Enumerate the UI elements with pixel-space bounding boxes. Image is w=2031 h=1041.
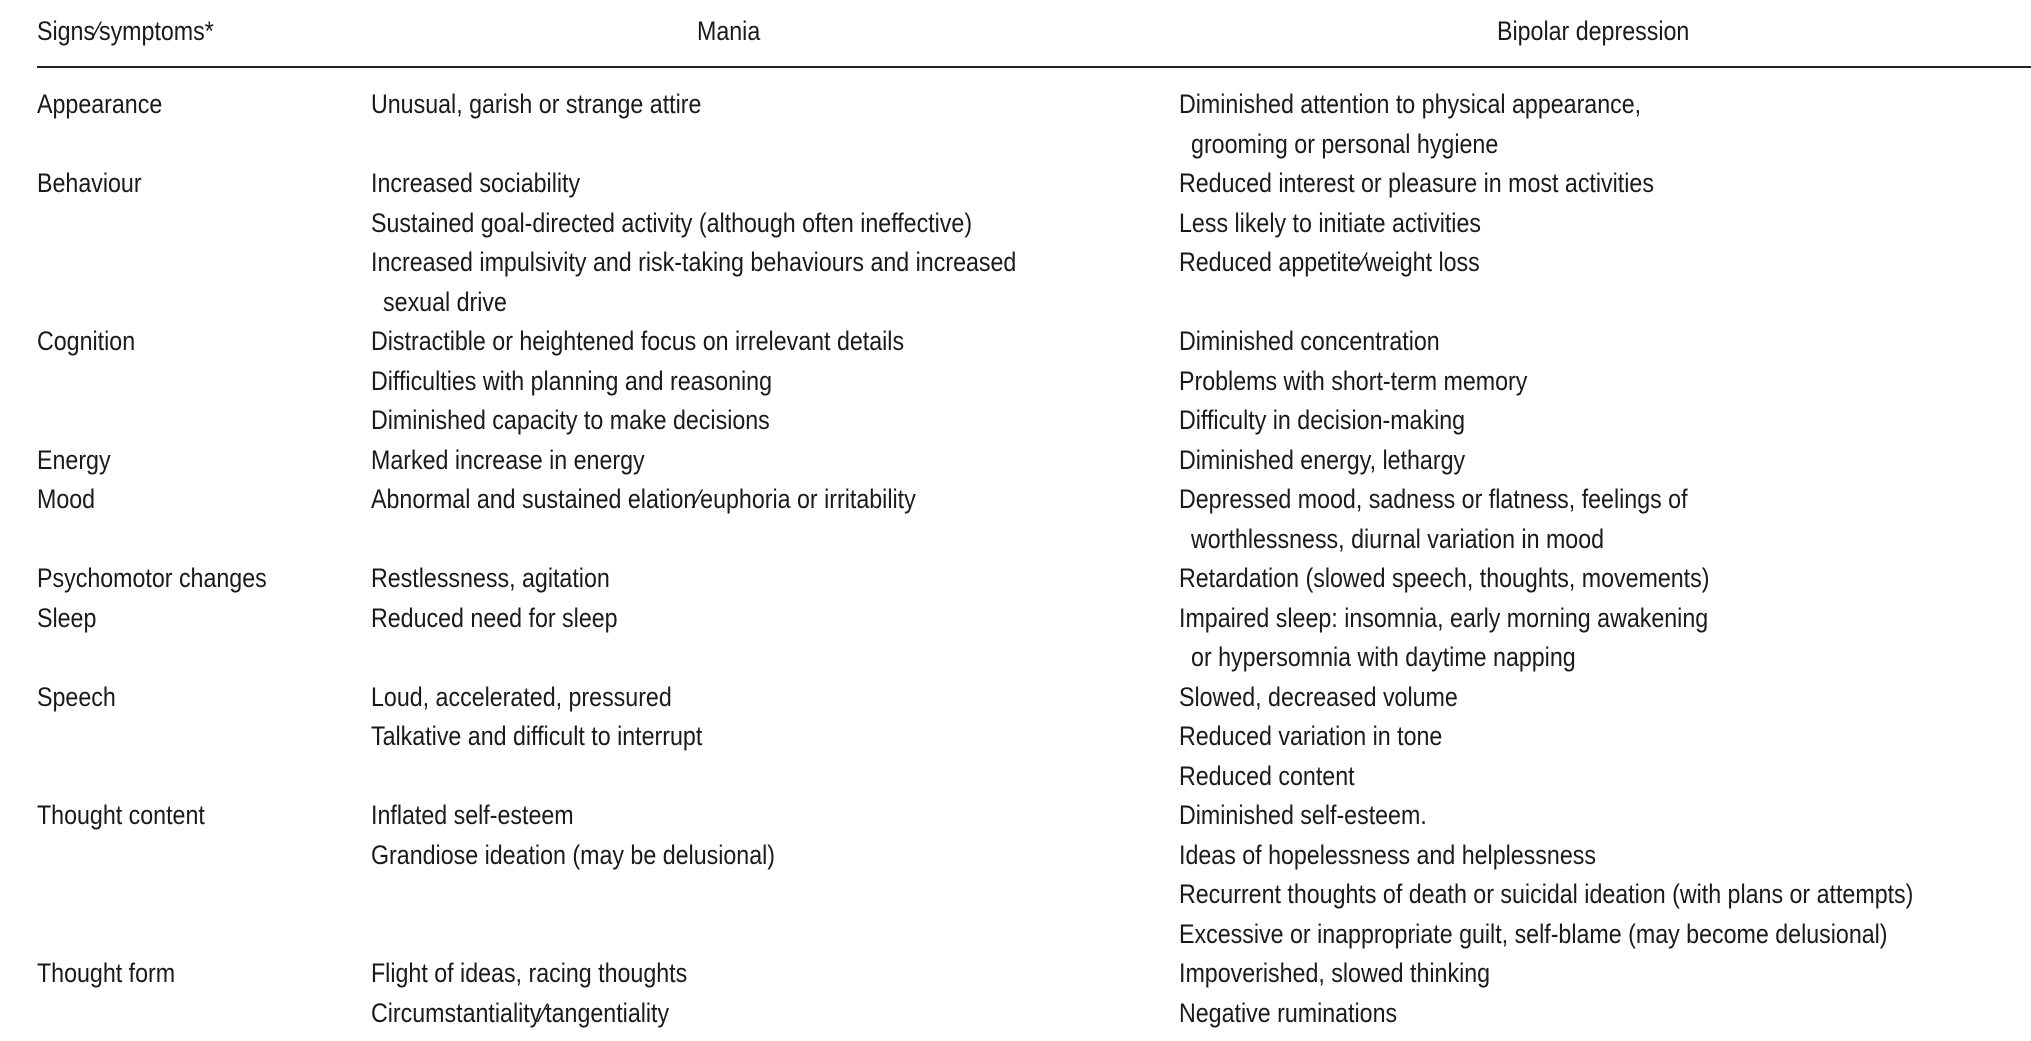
- row-sign-label: Mood: [37, 484, 96, 514]
- header-rule: [37, 66, 2031, 68]
- mania-line: Talkative and difficult to interrupt: [371, 721, 703, 751]
- depression-line: worthlessness, diurnal variation in mood: [1191, 523, 1605, 554]
- row-sign-label: Thought form: [37, 958, 176, 988]
- mania-line: Grandiose ideation (may be delusional): [371, 839, 776, 870]
- mania-line: Flight of ideas, racing thoughts: [371, 958, 688, 988]
- depression-line: Reduced variation in tone: [1179, 721, 1443, 751]
- mania-line: Marked increase in energy: [371, 444, 645, 475]
- depression-line: or hypersomnia with daytime napping: [1191, 642, 1576, 672]
- row-sign-label: Cognition: [37, 326, 136, 356]
- depression-line: Reduced appetite⁄weight loss: [1179, 247, 1480, 277]
- row-sign-label: Psychomotor changes: [37, 563, 267, 593]
- depression-line: Depressed mood, sadness or flatness, feelings of: [1179, 484, 1688, 514]
- symptoms-table: [37, 0, 2031, 1041]
- depression-line: Difficulty in decision-making: [1179, 405, 1466, 435]
- mania-line: Sustained goal-directed activity (although often ineffective): [371, 207, 973, 238]
- mania-line: Inflated self-esteem: [371, 800, 574, 830]
- mania-line: Restlessness, agitation: [371, 563, 610, 593]
- mania-line: Loud, accelerated, pressured: [371, 681, 672, 712]
- mania-line: sexual drive: [383, 286, 507, 317]
- row-sign-label: Appearance: [37, 89, 163, 119]
- depression-line: Problems with short-term memory: [1179, 365, 1528, 396]
- table-header: [37, 0, 2031, 66]
- mania-line: Distractible or heightened focus on irrelevant details: [371, 326, 905, 356]
- depression-line: Diminished energy, lethargy: [1179, 444, 1466, 475]
- header-mania: Mania: [697, 16, 761, 46]
- depression-line: Recurrent thoughts of death or suicidal ideation (with plans or attempts): [1179, 879, 1914, 909]
- mania-line: Circumstantiality⁄tangentiality: [371, 997, 670, 1028]
- mania-line: Diminished capacity to make decisions: [371, 405, 770, 435]
- depression-line: Excessive or inappropriate guilt, self-blame (may become delusional): [1179, 918, 1888, 949]
- depression-line: Diminished self-esteem.: [1179, 800, 1427, 830]
- header-bipolar-depression: Bipolar depression: [1497, 16, 1690, 46]
- depression-line: Reduced content: [1179, 760, 1355, 791]
- depression-line: Impaired sleep: insomnia, early morning awakening: [1179, 602, 1709, 633]
- depression-line: Impoverished, slowed thinking: [1179, 958, 1491, 988]
- depression-line: grooming or personal hygiene: [1191, 128, 1499, 159]
- row-sign-label: Energy: [37, 444, 111, 475]
- depression-line: Slowed, decreased volume: [1179, 681, 1458, 712]
- row-sign-label: Sleep: [37, 602, 97, 633]
- row-sign-label: Behaviour: [37, 168, 142, 198]
- row-sign-label: Speech: [37, 681, 116, 712]
- mania-line: Abnormal and sustained elation⁄euphoria or irritability: [371, 484, 916, 514]
- mania-line: Increased impulsivity and risk-taking behaviours and increased: [371, 247, 1017, 277]
- depression-line: Retardation (slowed speech, thoughts, movements): [1179, 563, 1710, 593]
- mania-line: Unusual, garish or strange attire: [371, 89, 702, 119]
- row-sign-label: Thought content: [37, 800, 205, 830]
- depression-line: Negative ruminations: [1179, 997, 1398, 1028]
- depression-line: Less likely to initiate activities: [1179, 207, 1481, 238]
- depression-line: Reduced interest or pleasure in most activities: [1179, 168, 1654, 198]
- mania-line: Increased sociability: [371, 168, 581, 198]
- header-signs-symptoms: Signs⁄symptoms*: [37, 16, 214, 46]
- depression-line: Ideas of hopelessness and helplessness: [1179, 839, 1596, 870]
- depression-line: Diminished attention to physical appearance,: [1179, 89, 1642, 119]
- mania-line: Difficulties with planning and reasoning: [371, 365, 773, 396]
- depression-line: Diminished concentration: [1179, 326, 1440, 356]
- mania-line: Reduced need for sleep: [371, 602, 618, 633]
